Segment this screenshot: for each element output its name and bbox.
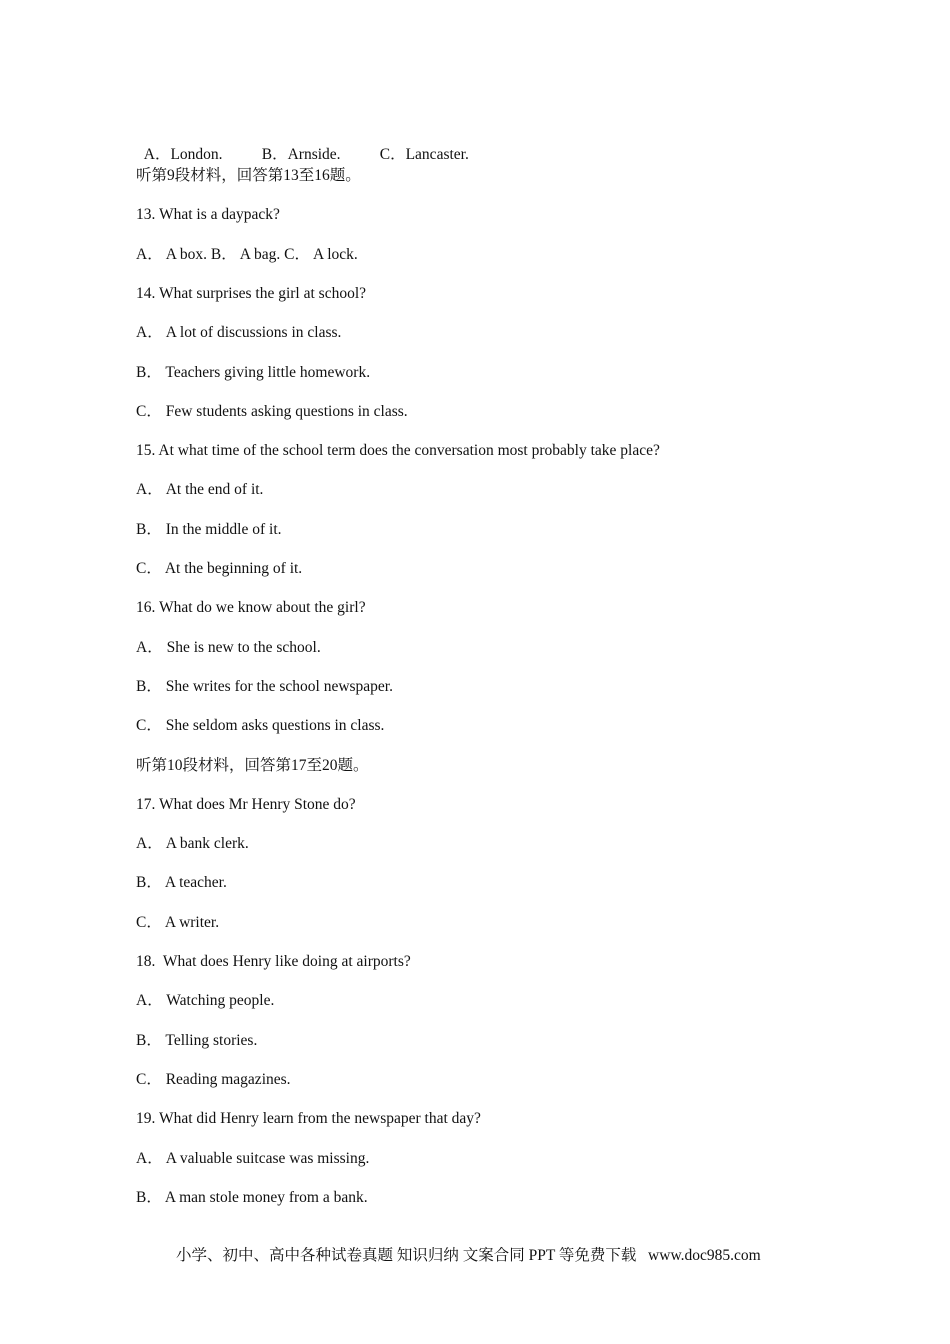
answer-option: B． She writes for the school newspaper. [136,677,393,695]
section-heading: 听第9段材料，回答第13至16题。 [136,167,361,184]
answer-option: C． At the beginning of it. [136,560,303,577]
question-text: 19. What did Henry learn from the newspaper that day? [136,1110,481,1128]
answer-option: A． A box. B． A bag. C． A lock. [136,245,358,263]
answer-option: C． A writer. [136,913,220,931]
answer-option: A． She is new to the school. [136,638,321,656]
option-c: C．Lancaster. [379,146,469,163]
question-text: 18. What does Henry like doing at airports? [136,953,411,970]
footer-text: 小学、初中、高中各种试卷真题 知识归纳 文案合同 PPT 等免费下载 www.doc985.com [176,1247,761,1264]
answer-option: B． A man stole money from a bank. [136,1188,368,1206]
question-text: 13. What is a daypack? [136,206,280,224]
option-a: A．London. [143,146,223,163]
answer-option: C． She seldom asks questions in class. [136,717,385,735]
section-heading: 听第10段材料，回答第17至20题。 [136,756,369,774]
question-text: 16. What do we know about the girl? [136,599,366,617]
answer-option: A． A bank clerk. [136,835,249,853]
answer-option: B． In the middle of it. [136,520,282,538]
options-line [136,128,469,164]
answer-option: B． Teachers giving little homework. [136,363,371,381]
answer-option: A． Watching people. [136,992,275,1010]
answer-option: A． A lot of discussions in class. [136,324,342,342]
option-b: B．Arnside. [261,146,341,163]
answer-option: A． A valuable suitcase was missing. [136,1149,370,1167]
question-text: 14. What surprises the girl at school? [136,284,367,302]
answer-option: B． A teacher. [136,874,227,892]
question-text: 15. At what time of the school term does the conversation most probably take place? [136,442,660,460]
answer-option: B． Telling stories. [136,1031,258,1049]
answer-option: C． Few students asking questions in class. [136,402,408,420]
answer-option: A． At the end of it. [136,481,264,499]
question-text: 17. What does Mr Henry Stone do? [136,795,356,813]
answer-option: C． Reading magazines. [136,1070,291,1088]
